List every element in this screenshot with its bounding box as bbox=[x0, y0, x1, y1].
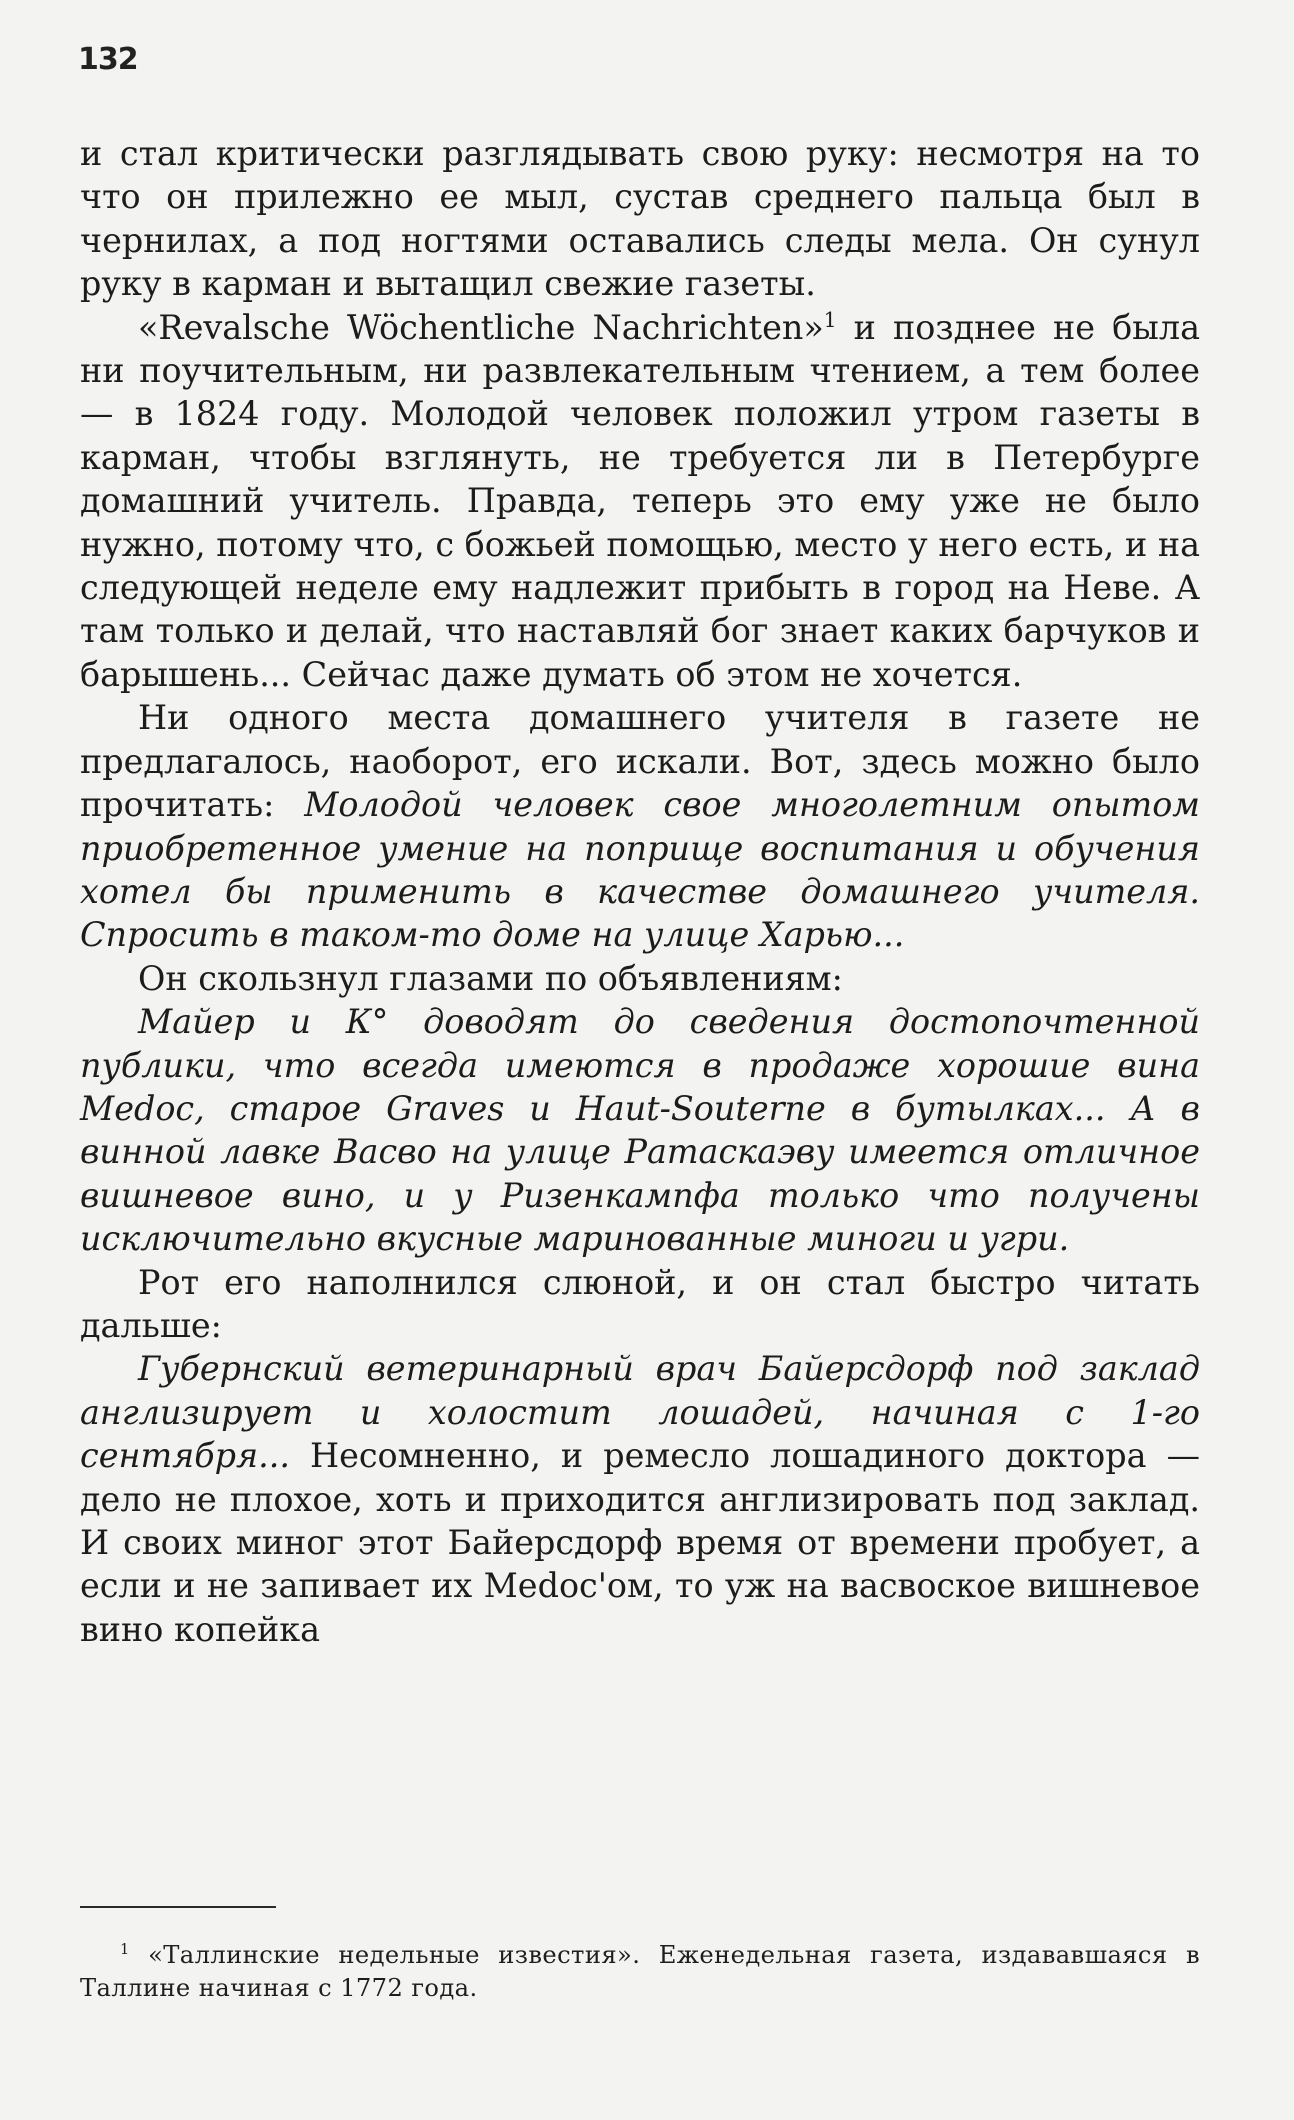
main-text bbox=[80, 132, 1200, 1651]
paragraph-2-text: и позднее не была ни поучительным, ни развлекательным чтением, а тем более — в 1824 году. Молодой человек положил утром газеты в карман, чтобы взглянуть, не требуется ли в Петербурге домашний учитель. Правда, теперь это ему уже не было нужно, потому что, с божьей помощью, место у него есть, и на следующей неделе ему надлежит прибыть в город на Неве. А там только и делай, что наставляй бог знает каких барчуков и барышень... Сейчас даже думать об этом не хочется. bbox=[80, 307, 1200, 694]
advertisement-veterinarian: Губернский ветеринарный врач Байерсдорф под заклад англизирует и холостит лошадей, начиная с 1-го сентября... bbox=[80, 1349, 1200, 1476]
footnote-reference: 1 bbox=[823, 307, 837, 332]
footnote bbox=[80, 1939, 1200, 2005]
paragraph-7 bbox=[80, 1347, 1200, 1651]
paragraph-6: Рот его наполнился слюной, и он стал быстро читать дальше: bbox=[80, 1262, 1200, 1345]
page-number: 132 bbox=[78, 42, 138, 77]
footnote-text: «Таллинские недельные известия». Еженедельная газета, издававшаяся в Таллине начиная с 1772 года. bbox=[80, 1941, 1200, 2002]
paragraph-7-text: Несомненно, и ремесло лошадиного доктора — дело не плохое, хоть и приходится англизировать под заклад. И своих миног этот Байерсдорф время от времени пробует, а если и не запивает их Medoc'ом, то уж на васвоское вишневое вино копейка bbox=[80, 1436, 1200, 1649]
advertisement-wine: Майер и К° доводят до сведения достопочтенной публики, что всегда имеются в продаже хорошие вина Medoc, старое Graves и Haut-Souterne в бутылках... А в винной лавке Васво на улице Ратаскаэву имеется отличное вишневое вино, и у Ризенкампфа только что получены исключительно вкусные маринованные миноги и угри. bbox=[80, 1002, 1200, 1259]
paragraph-3-text: Ни одного места домашнего учителя в газете не предлагалось, наоборот, его искали. Вот, здесь можно было прочитать: bbox=[80, 698, 1200, 825]
paragraph-3 bbox=[80, 696, 1200, 956]
paragraph-1: и стал критически разглядывать свою руку: несмотря на то что он прилежно ее мыл, сустав среднего пальца был в чернилах, а под ногтями оставались следы мела. Он сунул руку в карман и вытащил свежие газеты. bbox=[80, 134, 1200, 304]
paragraph-4: Он скользнул глазами по объявлениям: bbox=[138, 958, 843, 998]
paragraph-2 bbox=[80, 306, 1200, 697]
advertisement-tutor: Молодой человек свое многолетним опытом приобретенное умение на поприще воспитания и обучения хотел бы применить в качестве домашнего учителя. Спросить в таком-то доме на улице Харью... bbox=[80, 785, 1200, 955]
newspaper-title: «Revalsche Wöchentliche Nachrichten» bbox=[138, 307, 824, 347]
footnote-divider bbox=[80, 1906, 276, 1908]
footnote-marker: 1 bbox=[120, 1941, 130, 1958]
